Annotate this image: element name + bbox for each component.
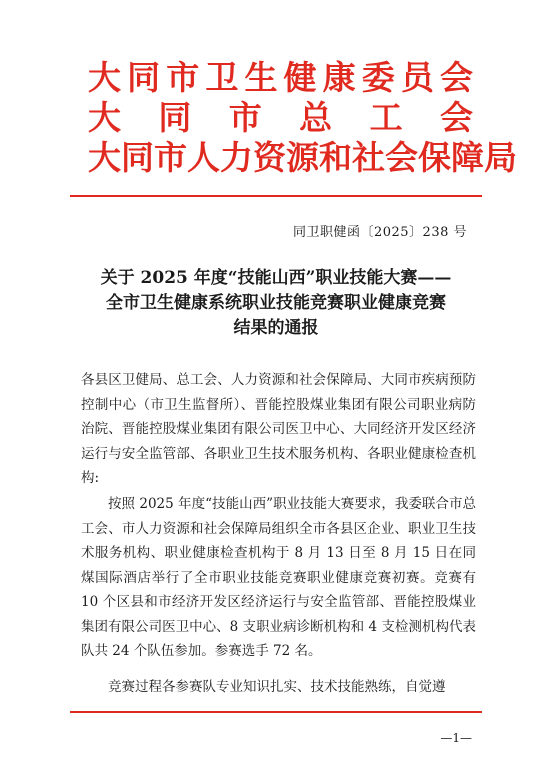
org-char: 保 (418, 138, 451, 177)
title-line-1: 关于 2025 年度“技能山西”职业技能大赛—— (100, 268, 452, 288)
org-char: 总 (299, 98, 333, 137)
org-trade-union (88, 98, 473, 138)
body-paragraph-1 (81, 492, 476, 664)
issuing-organizations (88, 58, 517, 178)
org-char: 障 (451, 138, 484, 177)
org-char: 员 (400, 58, 434, 97)
page-number: —1— (440, 731, 472, 745)
footer-red-rule (70, 711, 482, 713)
org-char: 社 (352, 138, 385, 177)
org-char: 会 (385, 138, 418, 177)
body-paragraph-2 (81, 675, 476, 700)
org-char: 市 (166, 58, 200, 97)
title-line-2: 全市卫生健康系统职业技能竞赛职业健康竞赛 (106, 293, 446, 313)
org-char: 会 (439, 98, 473, 137)
org-char: 资 (253, 138, 286, 177)
org-char: 康 (322, 58, 356, 97)
org-char: 同 (121, 138, 154, 177)
org-char: 工 (369, 98, 403, 137)
title-line-3: 结果的通报 (233, 318, 319, 338)
org-char: 委 (361, 58, 395, 97)
org-char: 源 (286, 138, 319, 177)
org-char: 大 (88, 98, 121, 137)
header-red-rule (70, 195, 482, 197)
org-char: 生 (244, 58, 278, 97)
paragraph-text: 竞赛过程各参赛队专业知识扎实、技术技能熟练，自觉遵 (108, 679, 446, 695)
org-char: 同 (158, 98, 192, 137)
org-char: 力 (220, 138, 253, 177)
org-char: 健 (283, 58, 317, 97)
org-char: 人 (187, 138, 220, 177)
org-char: 和 (319, 138, 352, 177)
org-char: 会 (439, 58, 473, 97)
org-char: 同 (127, 58, 161, 97)
org-char: 大 (88, 58, 121, 97)
org-char: 市 (228, 98, 262, 137)
addressee-block (81, 368, 476, 491)
org-char: 市 (154, 138, 187, 177)
org-char: 局 (484, 138, 517, 177)
document-number: 同卫职健函〔2025〕238 号 (292, 225, 467, 240)
org-hr-social-security (88, 138, 517, 178)
paragraph-text: 按照 2025 年度“技能山西”职业技能大赛要求，我委联合市总工会、市人力资源和社会保障局组织全市各县区企业、职业卫生技术服务机构、职业健康检查机构于 8 月 13 日至 8 月 15 日在同煤国际酒店举行了全市职业技能竞赛职业健康竞赛初赛。竞赛有 10 个区县和市经济开发区经济运行与安全监管部、晋能控股煤业集团有限公司医卫中心、8 支职业病诊断机构和 4 支检测机构代表队共 24 个队伍参加。参赛选手 72 名。 (81, 496, 476, 659)
org-char: 大 (88, 138, 121, 177)
org-char: 卫 (205, 58, 239, 97)
org-health-commission (88, 58, 473, 98)
addressee-text: 各县区卫健局、总工会、人力资源和社会保障局、大同市疾病预防控制中心（市卫生监督所）、晋能控股煤业集团有限公司职业病防治院、晋能控股煤业集团有限公司医卫中心、大同经济开发区经济运行与安全监管部、各职业卫生技术服务机构、各职业健康检查机构: (81, 372, 476, 486)
document-title (70, 266, 482, 341)
